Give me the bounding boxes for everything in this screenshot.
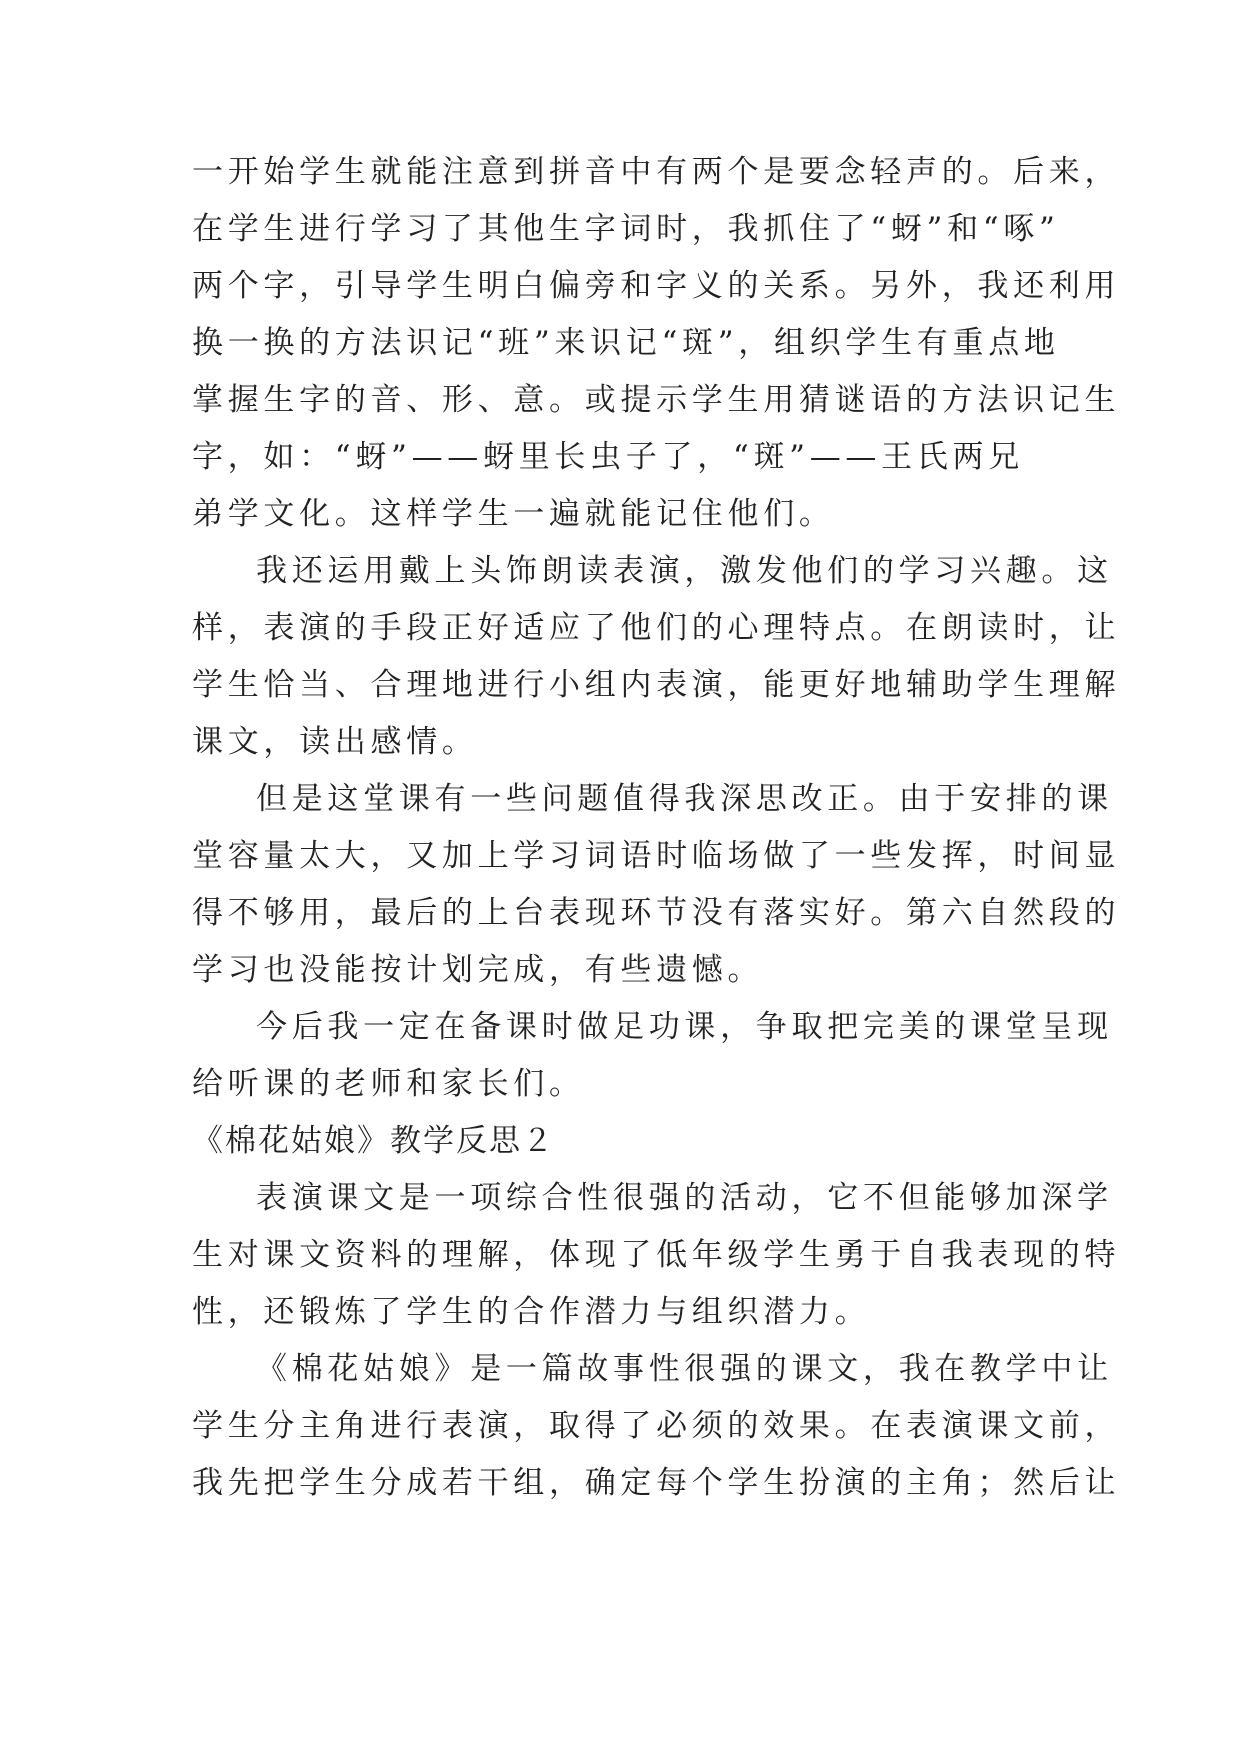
text-line: 弟学文化。这样学生一遍就能记住他们。 xyxy=(192,496,835,532)
text-line: 换一换的方法识记“班”来识记“斑”，组织学生有重点地 xyxy=(192,325,1060,361)
text-line: 生对课文资料的理解，体现了低年级学生勇于自我表现的特 xyxy=(192,1237,1121,1273)
text-line: 学生恰当、合理地进行小组内表演，能更好地辅助学生理解 xyxy=(192,667,1121,703)
paragraph-first-line: 但是这堂课有一些问题值得我深思改正。由于安排的课 xyxy=(256,781,1113,817)
paragraph-first-line: 今后我一定在备课时做足功课，争取把完美的课堂呈现 xyxy=(256,1009,1113,1045)
text-line: 掌握生字的音、形、意。或提示学生用猜谜语的方法识记生 xyxy=(192,382,1121,418)
paragraph-first-line: 表演课文是一项综合性很强的活动，它不但能够加深学 xyxy=(256,1180,1113,1216)
text-line: 学习也没能按计划完成，有些遗憾。 xyxy=(192,952,764,988)
text-line: 样，表演的手段正好适应了他们的心理特点。在朗读时，让 xyxy=(192,610,1121,646)
text-line: 课文，读出感情。 xyxy=(192,724,478,760)
section-heading: 《棉花姑娘》教学反思２ xyxy=(192,1123,555,1159)
text-line: 两个字，引导学生明白偏旁和字义的关系。另外，我还利用 xyxy=(192,268,1121,304)
text-line: 堂容量太大，又加上学习词语时临场做了一些发挥，时间显 xyxy=(192,838,1121,874)
text-line: 得不够用，最后的上台表现环节没有落实好。第六自然段的 xyxy=(192,895,1121,931)
text-line: 在学生进行学习了其他生字词时，我抓住了“蚜”和“啄” xyxy=(192,211,1060,247)
text-line: 一开始学生就能注意到拼音中有两个是要念轻声的。后来， xyxy=(192,154,1121,190)
text-line: 字，如：“蚜”——蚜里长虫子了，“斑”——王氏两兄 xyxy=(192,439,1024,475)
text-line: 性，还锻炼了学生的合作潜力与组织潜力。 xyxy=(192,1294,871,1330)
text-line: 给听课的老师和家长们。 xyxy=(192,1066,585,1102)
text-line: 我先把学生分成若干组，确定每个学生扮演的主角；然后让 xyxy=(192,1465,1121,1501)
text-line: 学生分主角进行表演，取得了必须的效果。在表演课文前， xyxy=(192,1408,1121,1444)
paragraph-first-line: 我还运用戴上头饰朗读表演，激发他们的学习兴趣。这 xyxy=(256,553,1113,589)
paragraph-first-line: 《棉花姑娘》是一篇故事性很强的课文，我在教学中让 xyxy=(256,1351,1113,1387)
